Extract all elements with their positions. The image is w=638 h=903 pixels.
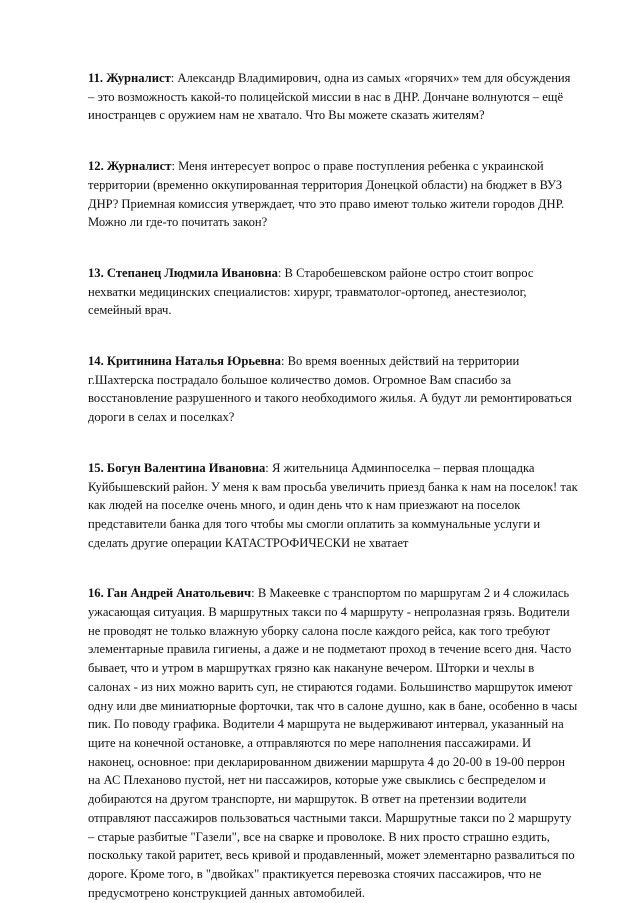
text-line: сделать другие операции КАТАСТРОФИЧЕСКИ не хватает	[88, 535, 409, 550]
text-line: бывает, что и утром в маршрутках грязно как накануне вечером. Шторки и чехлы в	[88, 661, 535, 676]
text-line: восстановление разрушенного и такого необходимого жилья. А будут ли ремонтироваться	[88, 391, 572, 406]
text-line: на АС Плехановo пустой, нет ни пассажиров, которые уже свыклись с беспределом и	[88, 773, 546, 788]
text-line: – старые разбитые "Газели", все на сварке и проволоке. В них просто страшно ездить,	[88, 829, 550, 844]
text-line	[88, 264, 596, 283]
question-text: : В Макеевке с транспортом по маршругам 2 и 4 сложилась	[251, 586, 570, 601]
text-line: предусмотрено конструкцией данных автомобилей.	[88, 885, 366, 900]
text-line: дороге. Кроме того, в "двойках" практикуется перевозка стоячих пассажиров, что не	[88, 866, 542, 881]
text-line: элементарные правила гигиены, а даже и не подметают проход в течение всего дня. Часто	[88, 642, 572, 657]
text-line: представители банка для того чтобы мы смогли оплатить за коммунальные услуги и	[88, 516, 541, 531]
text-line: щите на конечной остановке, а отправляются по мере наполнения пассажирами. И	[88, 735, 532, 750]
speaker-name: 14. Критинина Наталья Юрьевна	[88, 354, 281, 369]
text-line: Куйбышевский район. У меня к вам просьба увеличить приезд банка к нам на поселок! так	[88, 479, 578, 494]
speaker-name: 16. Ган Андрей Анатольевич	[88, 586, 252, 601]
text-line: добираются на другом транспорте, ни маршруток. В ответ на претензии водители	[88, 792, 527, 807]
question-text: : В Старобешевском районе остро стоит вопрос	[277, 265, 534, 280]
text-line: г.Шахтерска пострадало большое количество домов. Огромное Вам спасибо за	[88, 372, 512, 387]
text-line: наконец, основное: при декларированном движении маршрута 4 до 20-00 в 19-00 перрон	[88, 754, 565, 769]
text-line	[88, 352, 596, 371]
text-line	[88, 459, 596, 478]
text-line: территории (временно оккупированная территория Донецкой области) на бюджет в ВУЗ	[88, 177, 563, 192]
question-12	[88, 157, 596, 232]
speaker-name: 11. Журналист	[88, 71, 171, 85]
question-16	[88, 584, 596, 902]
text-line: поскольку такой раритет, весь кривой и продавленный, может элементарно развалиться по	[88, 848, 575, 863]
speaker-name: 13. Степанец Людмила Ивановна	[88, 265, 278, 280]
text-line: – это возможность какой-то полицейской миссии в нас в ДНР. Дончане волнуются – ещё	[88, 89, 564, 104]
text-line: нехватки медицинских специалистов: хирург, травматолог-ортопед, анестезиолог,	[88, 284, 527, 299]
text-line: дороги в селах и поселках?	[88, 410, 235, 425]
speaker-name: 12. Журналист	[88, 159, 172, 174]
text-line: ужасающая ситуация. В маршрутных такси по 4 маршруту - непролазная грязь. Водители	[88, 605, 570, 620]
text-line: Можно ли где-то почитать закон?	[88, 215, 268, 230]
text-line: пик. По поводу графика. Водители 4 маршрута не выдерживают интервал, указанный на	[88, 717, 564, 732]
text-line: иностранцев с оружием нам не хватало. Что Вы можете сказать жителям?	[88, 108, 485, 123]
text-line	[88, 157, 596, 176]
question-15	[88, 459, 596, 553]
question-text: : Во время военных действий на территории	[280, 354, 520, 369]
question-14	[88, 352, 596, 427]
text-line: не проводят не только влажную уборку салона после каждого рейса, как того требуют	[88, 623, 550, 638]
question-13	[88, 264, 596, 320]
question-11	[88, 69, 596, 125]
text-line	[88, 69, 596, 88]
text-line: салонах - из них можно варить суп, не стираются годами. Большинство маршруток имеют	[88, 679, 573, 694]
question-text: : Александр Владимирович, одна из самых «горячих» тем для обсуждения	[170, 71, 571, 85]
text-line	[88, 584, 596, 603]
text-line: семейный врач.	[88, 303, 172, 318]
text-line: ДНР? Приемная комиссия утверждает, что это право имеют только жители городов ДНР.	[88, 196, 565, 211]
question-text: : Меня интересует вопрос о праве поступления ребенка с украинской	[171, 159, 544, 174]
speaker-name: 15. Богун Валентина Ивановна	[88, 460, 266, 475]
question-text: : Я жительница Админпоселка – первая площадка	[265, 460, 535, 475]
text-line: одну или две миниатюрные форточки, так что в салоне душно, как в бане, особенно в часы	[88, 698, 578, 713]
text-line: как людей на поселке очень много, и один день что к нам приезжают на поселок	[88, 498, 521, 513]
document-page	[88, 69, 596, 902]
text-line: отправляют пассажиров пользоваться частными такси. Маршрутные такси по 2 маршруту	[88, 810, 572, 825]
